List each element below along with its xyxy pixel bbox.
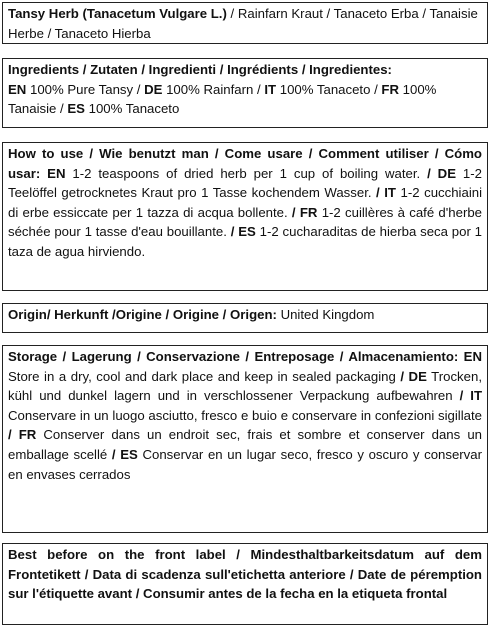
best-before-section	[2, 543, 488, 625]
storage-section	[2, 345, 488, 533]
how-to-use-es-text: 1-2 cucharaditas de hierba seca por 1 taza de agua hirviendo.	[8, 224, 483, 259]
ingredients-it-code: IT	[264, 81, 277, 97]
storage-de-code: / DE	[395, 368, 427, 384]
storage-it-text: Conservare in un luogo asciutto, fresco e buio e conservare in confezioni sigillate	[8, 407, 482, 423]
ingredients-en-code: EN	[8, 81, 27, 97]
storage-en-code: EN	[458, 349, 482, 364]
storage-fr-code: / FR	[8, 427, 37, 443]
storage-heading: Storage / Lagerung / Conservazione / Entreposage / Almacenamiento:	[8, 349, 459, 364]
product-label	[0, 2, 490, 629]
ingredients-es-code: ES	[67, 101, 85, 117]
storage-en-text: Store in a dry, cool and dark place and keep in sealed packaging	[8, 368, 396, 384]
ingredients-fr-text: 100% Tanaisie /	[8, 81, 437, 117]
product-title-translations: / Rainfarn Kraut / Tanaceto Erba / Tanaisie Herbe / Tanaceto Hierba	[8, 6, 478, 41]
how-to-use-section	[2, 142, 488, 291]
ingredients-section	[2, 58, 488, 128]
ingredients-it-text: 100% Tanaceto /	[276, 81, 382, 97]
how-to-use-en-code: EN	[47, 165, 66, 181]
origin-value: United Kingdom	[276, 307, 375, 322]
product-title-section	[2, 2, 488, 44]
how-to-use-fr-code: / FR	[287, 204, 318, 220]
how-to-use-de-text: 1-2 Teelöffel getrocknetes Kraut pro 1 Tasse kochendem Wasser.	[8, 165, 482, 201]
ingredients-de-text: 100% Rainfarn /	[162, 81, 265, 97]
how-to-use-it-text: 1-2 cucchiaini di erbe essiccate per 1 tazza di acqua bollente.	[8, 185, 483, 220]
ingredients-en-text: 100% Pure Tansy /	[26, 81, 145, 97]
ingredients-es-text: 100% Tanaceto	[84, 101, 180, 117]
storage-de-text: Trocken, kühl und dunkel lagern und in verschlossener Verpackung aufbewahren	[8, 368, 482, 404]
best-before-text: Best before on the front label / Mindesthaltbarkeitsdatum auf dem Frontetikett / Data di scadenza sull'etichetta anteriore / Date de péremption sur l'étiquette avant / Consumir antes de la fecha en la etiqueta frontal	[8, 547, 482, 602]
storage-es-code: / ES	[107, 446, 138, 462]
how-to-use-heading: How to use / Wie benutzt man / Come usare / Comment utiliser / Cómo usar:	[8, 146, 482, 181]
how-to-use-en-text: 1-2 teaspoons of dried herb per 1 cup of boiling water.	[65, 165, 421, 181]
how-to-use-es-code: / ES	[226, 224, 256, 240]
origin-heading: Origin/ Herkunft /Origine / Origine / Origen:	[8, 307, 277, 322]
how-to-use-fr-text: 1-2 cuillères à café d'herbe séchée pour 1 tasse d'eau bouillante.	[8, 204, 482, 240]
ingredients-fr-code: FR	[381, 81, 400, 97]
ingredients-de-code: DE	[144, 81, 163, 97]
origin-section	[2, 303, 488, 333]
how-to-use-it-code: / IT	[371, 185, 396, 201]
storage-es-text: Conservar en un lugar seco, fresco y oscuro y conservar en envases cerrados	[8, 446, 482, 482]
product-title-latin: Tansy Herb (Tanacetum Vulgare L.)	[8, 6, 227, 21]
how-to-use-de-code: / DE	[420, 165, 457, 181]
storage-fr-text: Conserver dans un endroit sec, frais et sombre et conserver dans un emballage scellé	[8, 427, 482, 462]
storage-it-code: / IT	[452, 388, 482, 404]
ingredients-heading: Ingredients / Zutaten / Ingredienti / Ingrédients / Ingredientes:	[8, 62, 392, 77]
ingredients-text	[8, 80, 482, 119]
